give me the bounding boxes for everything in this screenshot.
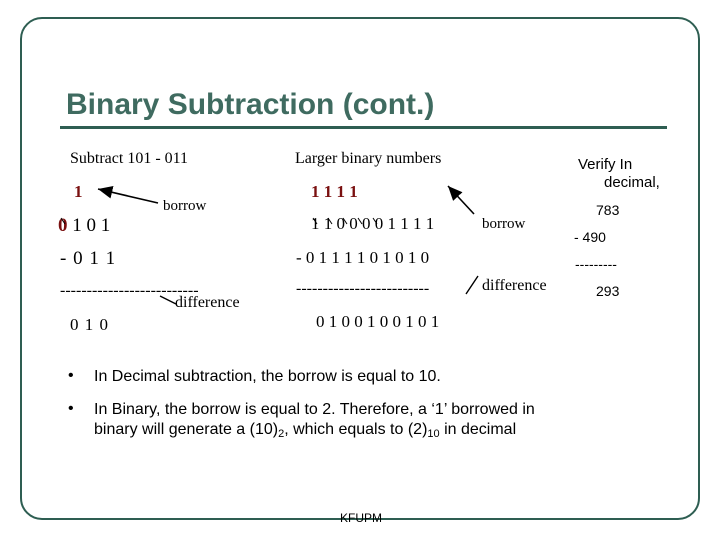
bullet-2-line2b: , which equals to (2) [284,421,428,438]
middle-heading: Larger binary numbers [295,150,442,167]
verify-line2: decimal, [604,174,660,191]
middle-rule: ------------------------- [296,280,430,297]
middle-minuend: 1 1 0 0 0 0 1 1 1 1 [311,214,435,233]
bullet-1-text: In Decimal subtraction, the borrow is equal to 10. [94,368,441,385]
bullet-2-line2c: in decimal [439,421,517,438]
middle-borrow-label: borrow [482,216,526,232]
middle-result: 0 1 0 0 1 0 0 1 0 1 [316,312,440,331]
middle-difference-label: difference [482,277,547,294]
bullet-1-mark: • [68,367,74,384]
left-difference-pointer [160,296,176,304]
left-minuend-first-digit: 0 [58,215,68,236]
bullet-2-line1: In Binary, the borrow is equal to 2. Therefore, a ‘1’ borrowed in [94,401,535,418]
middle-subtrahend: - 0 1 1 1 1 0 1 0 1 0 [296,248,430,267]
verify-rule: --------- [575,256,617,272]
left-minuend-rest: 1 0 1 [72,215,111,236]
footer-label: KFUPM [340,511,382,525]
middle-difference-pointer [466,276,478,294]
bullet-2-mark: • [68,400,74,417]
bullet-2-line2a: binary will generate a (10) [94,421,279,438]
left-result: 0 1 0 [70,315,109,334]
bullet-2-sub1: 2 [278,428,285,440]
left-borrow-label: borrow [163,198,207,214]
left-rule: -------------------------- [60,282,199,299]
middle-borrow-digits: 1 1 1 1 [311,182,358,201]
bullet-2-text [94,400,654,444]
verify-line1: Verify In [578,156,633,173]
left-borrow-digit: 1 [74,182,83,201]
bullet-2-sub2: 10 [427,428,440,440]
verify-minuend: 783 [596,202,620,218]
left-borrow-arrow [98,189,158,203]
left-difference-label: difference [175,294,240,311]
left-heading: Subtract 101 - 011 [70,150,189,167]
verify-result: 293 [596,283,620,299]
middle-borrow-arrow [448,186,474,214]
borrow-ticks [61,218,377,224]
verify-subtrahend: - 490 [574,229,606,245]
left-subtrahend: - 0 1 1 [60,248,117,269]
slide-title: Binary Subtraction (cont.) [66,88,435,121]
